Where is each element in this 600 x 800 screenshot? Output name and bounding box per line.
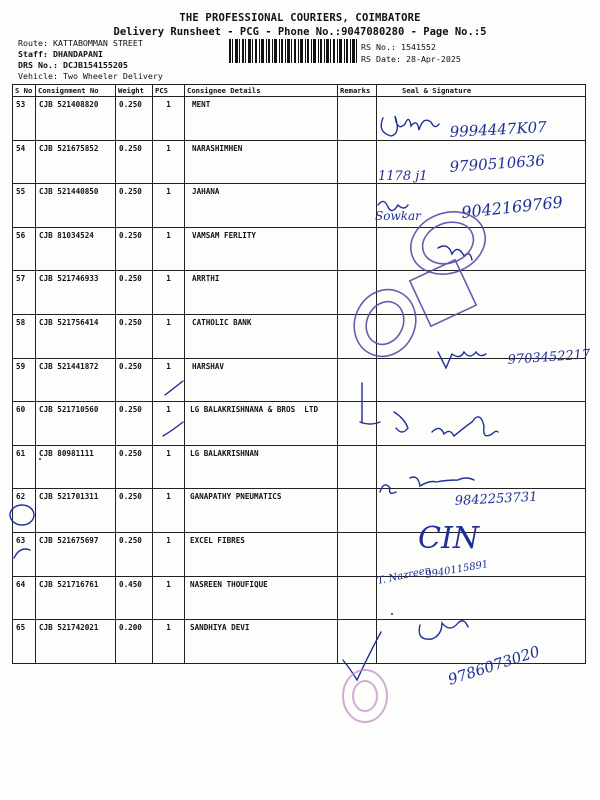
row-remarks	[338, 402, 377, 446]
row-sno: 58	[13, 314, 36, 358]
row-consignment: CJB 521675852	[36, 140, 116, 184]
row-pcs: 1	[153, 184, 185, 228]
row-pcs: 1	[153, 227, 185, 271]
row-sno: 55	[13, 184, 36, 228]
row-pcs: 1	[153, 314, 185, 358]
col-weight: Weight	[116, 85, 153, 97]
staff-name: DHANDAPANI	[52, 49, 103, 59]
name-55: Sowkar	[375, 209, 421, 223]
row-signature	[377, 576, 586, 620]
row-sno: 56	[13, 227, 36, 271]
row-consignee: LG BALAKRISHNAN	[185, 445, 338, 489]
row-pcs: 1	[153, 402, 185, 446]
col-sno: S No	[13, 85, 36, 97]
row-weight: 0.200	[116, 620, 153, 664]
row-consignee: CATHOLIC BANK	[185, 314, 338, 358]
row-pcs: 1	[153, 358, 185, 402]
faded-stamp	[343, 670, 387, 722]
table-row	[13, 620, 586, 664]
row-consignment: CJB 80981111	[36, 445, 116, 489]
row-sno: 65	[13, 620, 36, 664]
row-pcs: 1	[153, 140, 185, 184]
row-sno: 63	[13, 532, 36, 576]
row-remarks	[338, 97, 377, 141]
row-consignment: CJB 521701311	[36, 489, 116, 533]
row-remarks	[338, 271, 377, 315]
row-remarks	[338, 184, 377, 228]
row-consignee: JAHANA	[185, 184, 338, 228]
row-signature	[377, 184, 586, 228]
row-signature	[377, 97, 586, 141]
col-pcs: PCS	[153, 85, 185, 97]
row-signature	[377, 140, 586, 184]
row-remarks	[338, 140, 377, 184]
row-consignment: CJB 521742021	[36, 620, 116, 664]
signature-63: CIN	[418, 521, 480, 556]
row-pcs: 1	[153, 97, 185, 141]
phone-54: 9790510636	[449, 151, 546, 176]
row-signature	[377, 445, 586, 489]
row-pcs: 1	[153, 489, 185, 533]
row-sno: 64	[13, 576, 36, 620]
row-signature	[377, 532, 586, 576]
row-consignee: LG BALAKRISHNANA & BROS LTD	[185, 402, 338, 446]
row-consignment: CJB 521716761	[36, 576, 116, 620]
row-signature	[377, 358, 586, 402]
row-pcs: 1	[153, 620, 185, 664]
phone-59: 9703452217	[507, 347, 591, 368]
row-signature	[377, 314, 586, 358]
row-consignment: CJB 521440850	[36, 184, 116, 228]
row-weight: 0.250	[116, 314, 153, 358]
row-pcs: 1	[153, 271, 185, 315]
faded-stamp-inner	[353, 681, 377, 711]
table-row	[13, 358, 586, 402]
row-remarks	[338, 532, 377, 576]
row-sno: 60	[13, 402, 36, 446]
name-64: T. Nazreen	[376, 564, 433, 587]
vehicle-label: Vehicle: Two Wheeler Delivery	[18, 71, 163, 81]
table-row	[13, 576, 586, 620]
row-remarks	[338, 576, 377, 620]
row-consignment: CJB 521675697	[36, 532, 116, 576]
row-sno: 53	[13, 97, 36, 141]
row-consignee: MENT	[185, 97, 338, 141]
row-signature	[377, 271, 586, 315]
row-consignment: CJB 521756414	[36, 314, 116, 358]
row-sno: 59	[13, 358, 36, 402]
row-consignment: CJB 521441872	[36, 358, 116, 402]
row-consignee: NARASHIMHEN	[185, 140, 338, 184]
row-sno: 57	[13, 271, 36, 315]
row-consignee: ARRTHI	[185, 271, 338, 315]
staff-line	[18, 49, 103, 59]
table-row	[13, 184, 586, 228]
company-title: THE PROFESSIONAL COURIERS, COIMBATORE	[179, 12, 421, 24]
row-weight: 0.250	[116, 140, 153, 184]
barcode-icon	[229, 39, 357, 63]
row-signature	[377, 489, 586, 533]
row-consignment: CJB 521408820	[36, 97, 116, 141]
col-remarks: Remarks	[338, 85, 377, 97]
row-remarks	[338, 227, 377, 271]
phone-65: 9786073020	[445, 642, 543, 689]
row-consignee: NASREEN THOUFIQUE	[185, 576, 338, 620]
phone-64: 9940115891	[424, 559, 490, 581]
phone-53: 9994447K07	[449, 117, 548, 141]
row-consignment: CJB 81034524	[36, 227, 116, 271]
phone-55: 9042169769	[460, 192, 564, 222]
row-weight: 0.250	[116, 445, 153, 489]
route-label: Route: KATTABOMMAN STREET	[18, 38, 143, 48]
table-row	[13, 314, 586, 358]
row-sno: 61	[13, 445, 36, 489]
row-consignee: EXCEL FIBRES	[185, 532, 338, 576]
row-weight: 0.250	[116, 97, 153, 141]
row-weight: 0.250	[116, 532, 153, 576]
table-row	[13, 271, 586, 315]
row-consignee: VAMSAM FERLITY	[185, 227, 338, 271]
row-consignment: CJB 521710560	[36, 402, 116, 446]
drs-label: DRS No.:	[18, 60, 58, 70]
row-pcs: 1	[153, 445, 185, 489]
table-row	[13, 489, 586, 533]
col-consignment: Consignment No	[36, 85, 116, 97]
drs-number: DCJB154155205	[62, 60, 128, 70]
staff-label: Staff:	[18, 49, 48, 59]
row-remarks	[338, 358, 377, 402]
phone-62: 9842253731	[454, 489, 538, 509]
rs-date: RS Date: 28-Apr-2025	[361, 54, 461, 64]
row-remarks	[338, 445, 377, 489]
note-54: 1178 j1	[378, 169, 428, 184]
row-consignment: CJB 521746933	[36, 271, 116, 315]
table-row	[13, 140, 586, 184]
table-row	[13, 445, 586, 489]
row-consignee: GANAPATHY PNEUMATICS	[185, 489, 338, 533]
table-row	[13, 532, 586, 576]
table-row	[13, 97, 586, 141]
drs-line	[18, 60, 128, 70]
row-weight: 0.250	[116, 489, 153, 533]
runsheet-table	[12, 84, 586, 664]
row-pcs: 1	[153, 532, 185, 576]
row-consignee: HARSHAV	[185, 358, 338, 402]
row-weight: 0.450	[116, 576, 153, 620]
row-sno: 54	[13, 140, 36, 184]
row-weight: 0.250	[116, 358, 153, 402]
row-remarks	[338, 314, 377, 358]
row-signature	[377, 620, 586, 664]
runsheet-subtitle: Delivery Runsheet - PCG - Phone No.:9047080280 - Page No.:5	[113, 26, 487, 38]
row-weight: 0.250	[116, 227, 153, 271]
rs-number: RS No.: 1541552	[361, 42, 436, 52]
table-row	[13, 227, 586, 271]
row-consignee: SANDHIYA DEVI	[185, 620, 338, 664]
row-signature	[377, 227, 586, 271]
row-remarks	[338, 489, 377, 533]
row-pcs: 1	[153, 576, 185, 620]
col-consignee: Consignee Details	[185, 85, 338, 97]
row-signature	[377, 402, 586, 446]
row-weight: 0.250	[116, 184, 153, 228]
row-weight: 0.250	[116, 402, 153, 446]
col-seal-signature: Seal & Signature	[377, 85, 586, 97]
row-sno: 62	[13, 489, 36, 533]
table-header	[13, 85, 586, 97]
row-weight: 0.250	[116, 271, 153, 315]
table-row	[13, 402, 586, 446]
row-remarks	[338, 620, 377, 664]
